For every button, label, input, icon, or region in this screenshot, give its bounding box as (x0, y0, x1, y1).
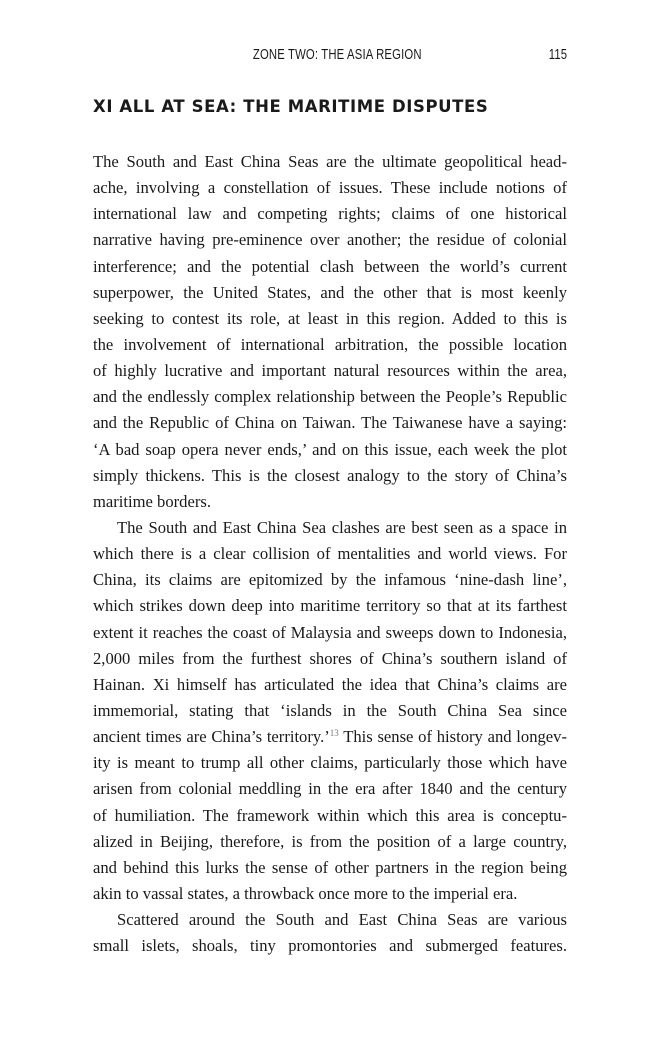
text-line: small islets, shoals, tiny promontories and submerged features. (93, 936, 567, 956)
text-line: Scattered around the South and East China Seas are various (117, 910, 567, 930)
text-line: which there is a clear collision of mentalities and world views. For (93, 544, 567, 564)
text-line: the involvement of international arbitration, the possible location (93, 334, 567, 354)
text-line: interference; and the potential clash between the world’s current (93, 256, 567, 276)
text-line: of humiliation. The framework within which this area is conceptu- (93, 805, 567, 825)
text-line: which strikes down deep into maritime territory so that at its farthest (93, 596, 567, 616)
text-line: and the Republic of China on Taiwan. The Taiwanese have a saying: (93, 413, 567, 433)
text-line: 2,000 miles from the furthest shores of China’s southern island of (93, 648, 567, 668)
text-line: Hainan. Xi himself has articulated the idea that China’s claims are (93, 674, 567, 694)
chapter-title: XI ALL AT SEA: THE MARITIME DISPUTES (93, 97, 489, 116)
text-line: international law and competing rights; claims of one historical (93, 204, 567, 224)
running-head (93, 47, 567, 69)
text-segment: ancient times are China’s territory.’ (93, 727, 330, 747)
text-line: ache, involving a constellation of issues. These include notions of (93, 178, 567, 198)
text-line: extent it reaches the coast of Malaysia and sweeps down to Indonesia, (93, 622, 567, 642)
text-line-with-footnote (93, 724, 567, 750)
text-line: maritime borders. (93, 491, 211, 511)
text-line: ‘A bad soap opera never ends,’ and on this issue, each week the plot (93, 439, 567, 459)
text-line: The South and East China Seas are the ultimate geopolitical head- (93, 152, 567, 171)
text-line: immemorial, stating that ‘islands in the South China Sea since (93, 700, 567, 720)
text-line: narrative having pre-eminence over another; the residue of colonial (93, 230, 567, 250)
text-line: The South and East China Sea clashes are best seen as a space in (117, 517, 567, 537)
text-line: simply thickens. This is the closest analogy to the story of China’s (93, 465, 567, 485)
page-number: 115 (548, 47, 568, 63)
text-line: China, its claims are epitomized by the infamous ‘nine-dash line’, (93, 570, 567, 590)
text-line: superpower, the United States, and the other that is most keenly (93, 282, 567, 302)
text-line: and the endlessly complex relationship between the People’s Republic (93, 387, 567, 407)
text-line: and behind this lurks the sense of other partners in the region being (93, 857, 567, 877)
text-line: akin to vassal states, a throwback once more to the imperial era. (93, 883, 518, 903)
text-line: alized in Beijing, therefore, is from the position of a large country, (93, 831, 567, 851)
paragraph-3 (93, 907, 567, 959)
body-text (93, 149, 567, 959)
paragraph-1 (93, 149, 567, 515)
text-line: arisen from colonial meddling in the era after 1840 and the century (93, 779, 567, 799)
text-line: of highly lucrative and important natural resources within the area, (93, 361, 567, 381)
running-title: ZONE TWO: THE ASIA REGION (252, 47, 422, 63)
text-line: ity is meant to trump all other claims, particularly those which have (93, 753, 567, 773)
paragraph-2 (93, 515, 567, 907)
footnote-marker[interactable]: 13 (329, 728, 339, 739)
text-segment: This sense of history and longev- (338, 727, 567, 747)
text-line: seeking to contest its role, at least in this region. Added to this is (93, 308, 567, 328)
